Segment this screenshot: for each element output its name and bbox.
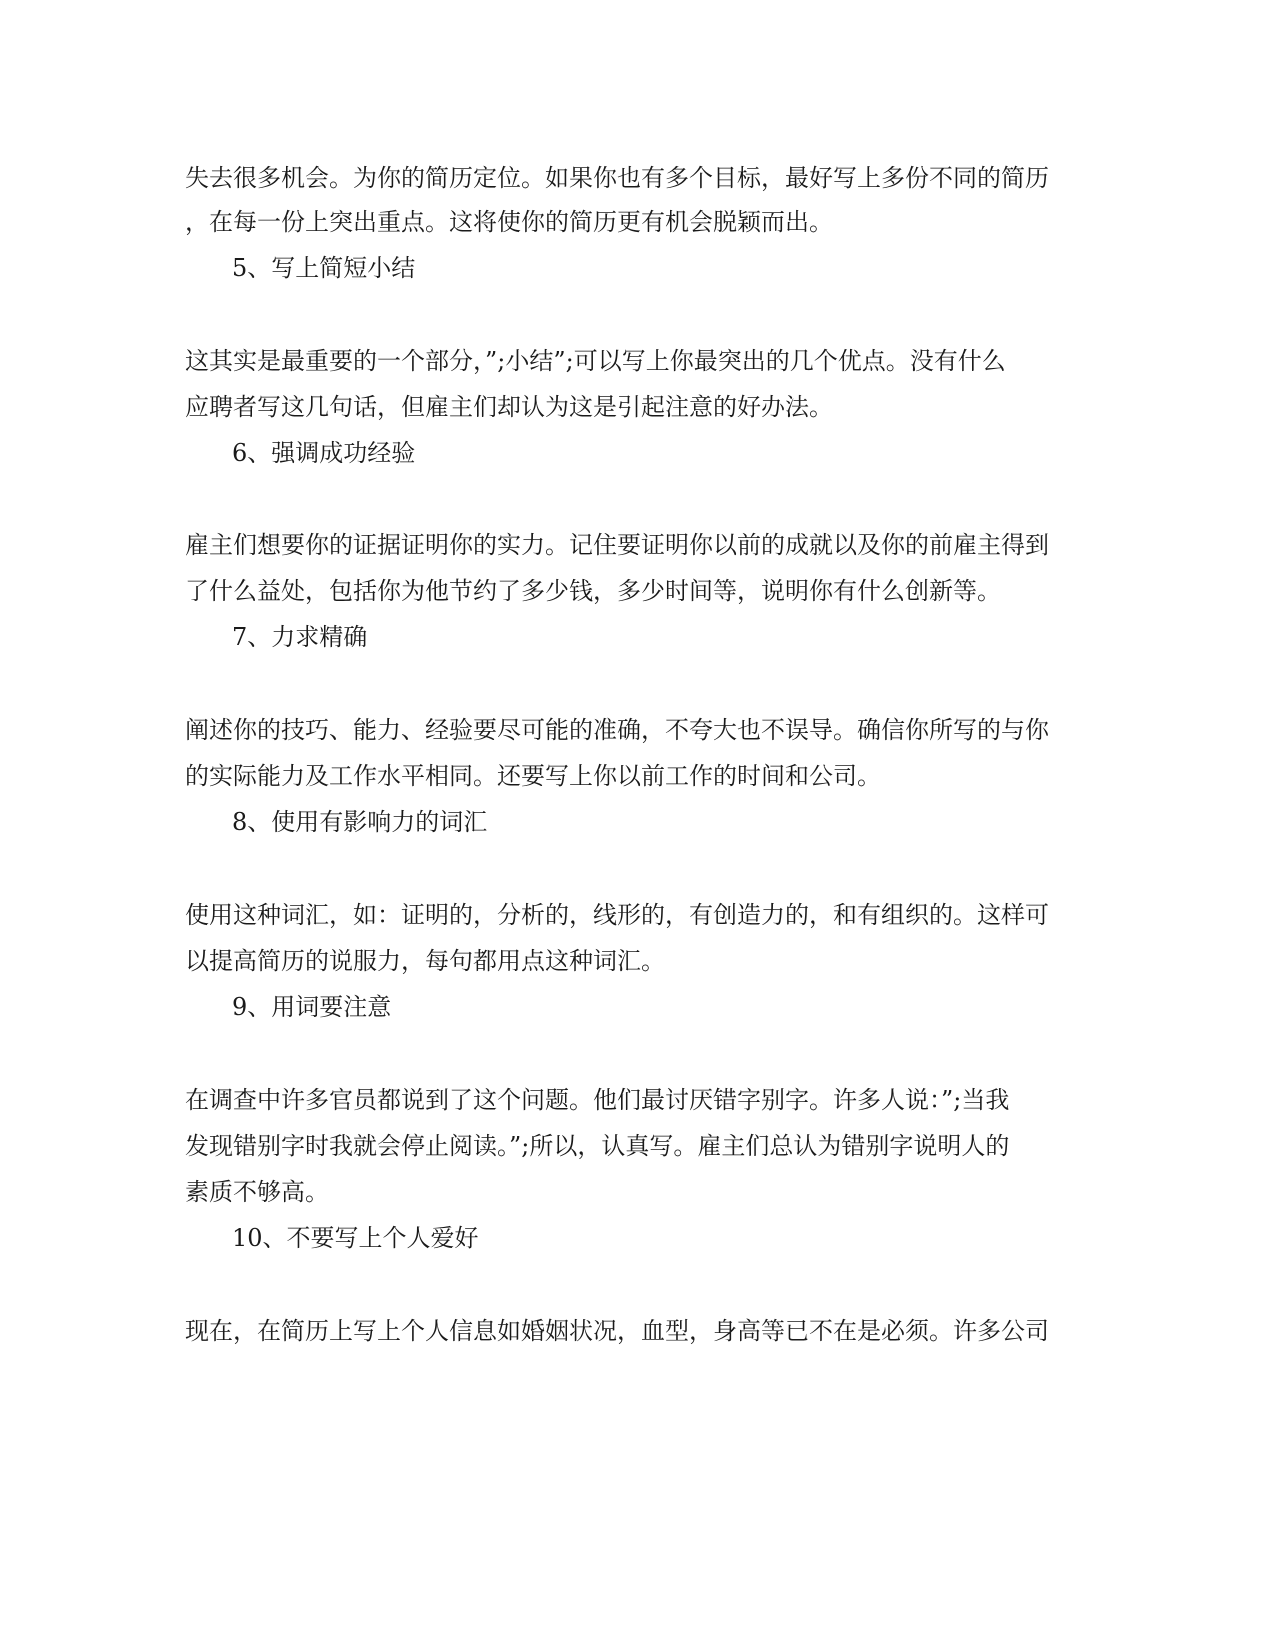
paragraph-line: 以提高简历的说服力，每句都用点这种词汇。	[185, 947, 665, 975]
section-heading: 7、力求精确	[232, 623, 368, 651]
paragraph-line: 在调查中许多官员都说到了这个问题。他们最讨厌错字别字。许多人说：”;当我	[185, 1086, 1010, 1114]
paragraph-line: 的实际能力及工作水平相同。还要写上你以前工作的时间和公司。	[185, 762, 881, 790]
paragraph-line: 应聘者写这几句话，但雇主们却认为这是引起注意的好办法。	[185, 393, 833, 421]
paragraph-line: 雇主们想要你的证据证明你的实力。记住要证明你以前的成就以及你的前雇主得到	[185, 531, 1049, 559]
paragraph-line: 失去很多机会。为你的简历定位。如果你也有多个目标，最好写上多份不同的简历	[185, 164, 1049, 192]
section-heading: 10、不要写上个人爱好	[232, 1224, 479, 1252]
section-heading: 8、使用有影响力的词汇	[232, 808, 488, 836]
paragraph-line: 了什么益处，包括你为他节约了多少钱，多少时间等，说明你有什么创新等。	[185, 577, 1001, 605]
paragraph-line: 阐述你的技巧、能力、经验要尽可能的准确，不夸大也不误导。确信你所写的与你	[185, 716, 1049, 744]
section-heading: 5、写上简短小结	[232, 254, 416, 282]
paragraph-line: 现在，在简历上写上个人信息如婚姻状况，血型，身高等已不在是必须。许多公司	[185, 1317, 1049, 1345]
paragraph-line: ，在每一份上突出重点。这将使你的简历更有机会脱颖而出。	[185, 208, 833, 236]
section-heading: 6、强调成功经验	[232, 439, 416, 467]
section-heading: 9、用词要注意	[232, 993, 392, 1021]
paragraph-line: 素质不够高。	[185, 1178, 329, 1206]
paragraph-line: 这其实是最重要的一个部分，”;小结”;可以写上你最突出的几个优点。没有什么	[185, 347, 1006, 375]
paragraph-line: 发现错别字时我就会停止阅读。”;所以，认真写。雇主们总认为错别字说明人的	[185, 1132, 1010, 1160]
paragraph-line: 使用这种词汇，如：证明的，分析的，线形的，有创造力的，和有组织的。这样可	[185, 901, 1049, 929]
